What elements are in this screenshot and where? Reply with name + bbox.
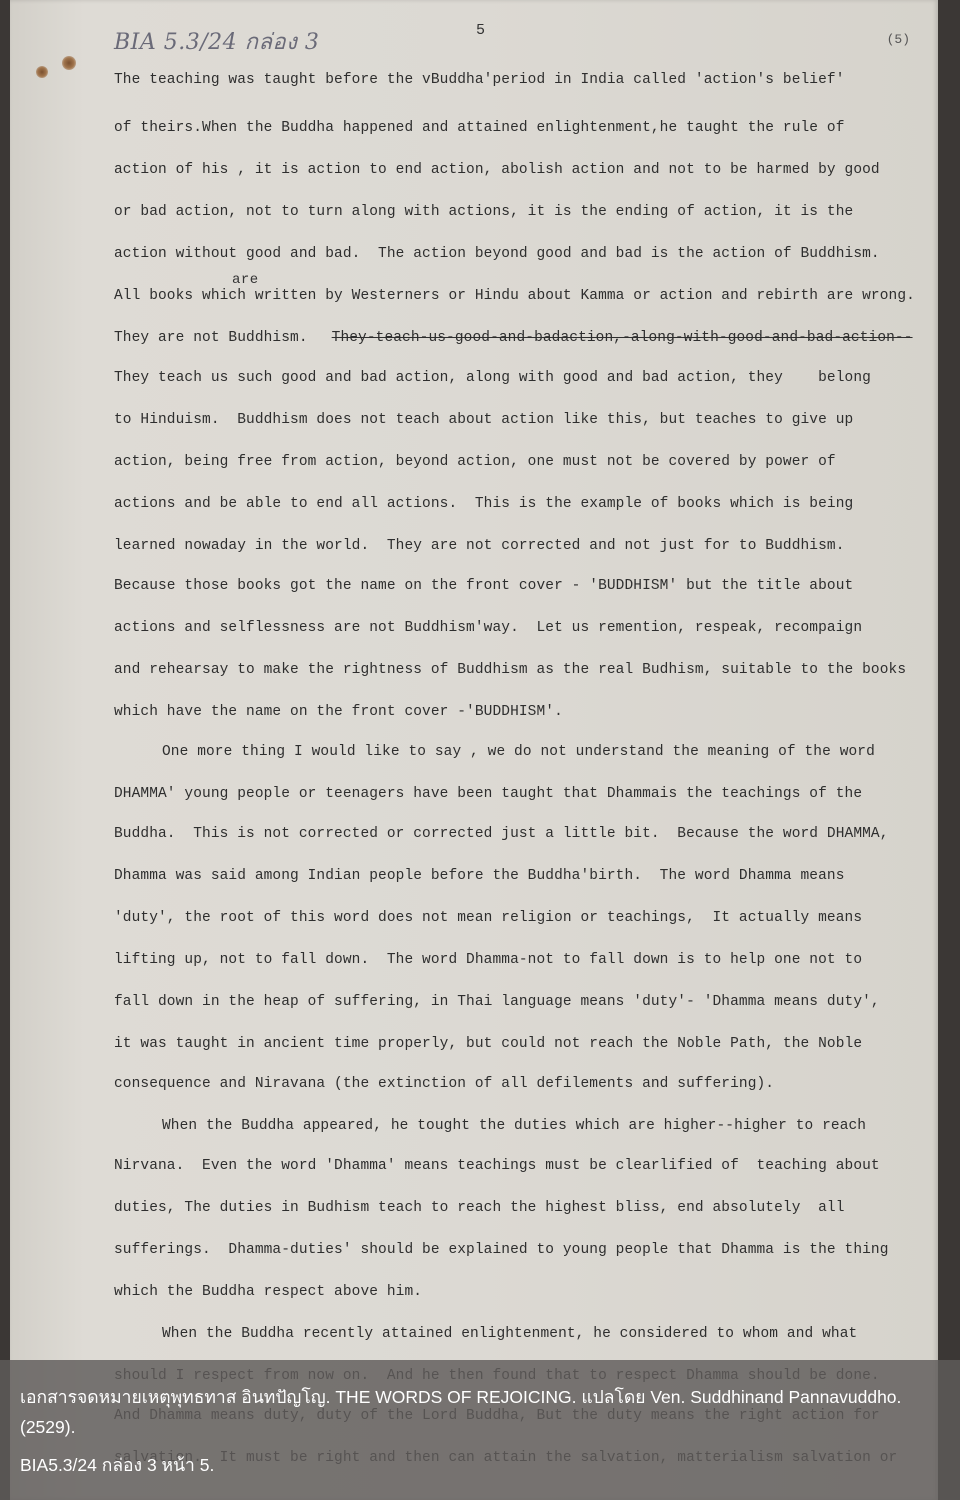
line-text: of theirs.When the Buddha happened and attained enlightenment,he taught the rule of <box>114 120 845 136</box>
line-text: fall down in the heap of suffering, in Thai language means 'duty'- 'Dhamma means duty', <box>114 994 880 1010</box>
line-text: actions and be able to end all actions. This is the example of books which is being <box>114 496 854 512</box>
line-text: Dhamma was said among Indian people before the Buddha'birth. The word Dhamma means <box>114 868 845 884</box>
line-text: They teach us such good and bad action, along with good and bad action, they belong <box>114 370 871 386</box>
line-text: All books which written by Westerners or Hindu about Kamma or action and rebirth are wrong. <box>114 288 915 304</box>
text-line <box>114 1200 845 1216</box>
text-line <box>114 288 915 304</box>
text-line <box>114 162 880 178</box>
text-line <box>114 994 880 1010</box>
text-line <box>114 496 853 512</box>
line-text: lifting up, not to fall down. The word Dhamma-not to fall down is to help one not to <box>114 952 863 968</box>
text-line <box>162 1326 857 1342</box>
text-line <box>114 204 853 220</box>
caption-reference: BIA5.3/24 กล่อง 3 หน้า 5. <box>20 1455 215 1475</box>
text-line <box>114 370 871 386</box>
line-text: When the Buddha recently attained enlightenment, he considered to whom and what <box>162 1326 858 1342</box>
text-line <box>114 72 845 88</box>
line-text: action, being free from action, beyond action, one must not be covered by power of <box>114 454 836 470</box>
archive-caption <box>0 1360 960 1500</box>
text-line <box>114 538 845 554</box>
line-text: The teaching was taught before the vBuddha'period in India called 'action's belief' <box>114 72 845 88</box>
text-line <box>114 826 889 842</box>
line-text: Nirvana. Even the word 'Dhamma' means teachings must be clearlified of teaching about <box>114 1158 880 1174</box>
line-text: DHAMMA' young people or teenagers have been taught that Dhammais the teachings of the <box>114 786 863 802</box>
text-line <box>114 120 845 136</box>
line-text: to Hinduism. Buddhism does not teach about action like this, but teaches to give up <box>114 412 854 428</box>
line-text: They are not Buddhism. <box>114 330 308 346</box>
text-line <box>114 1158 880 1174</box>
line-text: When the Buddha appeared, he tought the duties which are higher--higher to reach <box>162 1118 867 1134</box>
document-page <box>10 0 938 1500</box>
text-line <box>114 868 845 884</box>
text-line <box>114 1036 862 1052</box>
text-line <box>162 1118 866 1134</box>
text-line <box>114 704 563 720</box>
paper-stain <box>62 56 76 70</box>
line-text: action without good and bad. The action beyond good and bad is the action of Buddhism. <box>114 246 880 262</box>
line-text: sufferings. Dhamma-duties' should be explained to young people that Dhamma is the thing <box>114 1242 889 1258</box>
line-text: or bad action, not to turn along with actions, it is the ending of action, it is the <box>114 204 854 220</box>
struck-out-text: They-teach-us-good-and-badaction,-along-with-good-and-bad-action-- <box>331 330 913 346</box>
text-line <box>114 786 862 802</box>
line-text: learned nowaday in the world. They are not corrected and not just for to Buddhism. <box>114 538 845 554</box>
line-text: it was taught in ancient time properly, but could not reach the Noble Path, the Noble <box>114 1036 863 1052</box>
line-text: Because those books got the name on the front cover - 'BUDDHISM' but the title about <box>114 578 854 594</box>
text-line <box>114 910 862 926</box>
text-line <box>114 412 853 428</box>
line-text: One more thing I would like to say , we do not understand the meaning of the word <box>162 744 875 760</box>
text-line <box>114 952 862 968</box>
line-text: actions and selflessness are not Buddhism'way. Let us remention, respeak, recompaign <box>114 620 863 636</box>
line-text: action of his , it is action to end action, abolish action and not to be harmed by good <box>114 162 880 178</box>
line-text: which the Buddha respect above him. <box>114 1284 423 1300</box>
text-line <box>114 620 862 636</box>
corner-page-mark: (5) <box>886 32 910 47</box>
line-text: and rehearsay to make the rightness of Buddhism as the real Budhism, suitable to the books <box>114 662 907 678</box>
text-line <box>114 1242 889 1258</box>
line-text: duties, The duties in Budhism teach to reach the highest bliss, end absolutely all <box>114 1200 845 1216</box>
line-text: Buddha. This is not corrected or corrected just a little bit. Because the word DHAMMA, <box>114 826 889 842</box>
caption-citation: เอกสารจดหมายเหตุพุทธทาส อินทปัญโญ. THE WORDS OF REJOICING. แปลโดย Ven. Suddhinand Pannavuddho. (2529). <box>20 1387 902 1437</box>
handwritten-reference: BIA 5.3/24 กล่อง 3 <box>114 30 320 55</box>
text-line <box>114 578 853 594</box>
page-number: 5 <box>476 22 486 39</box>
text-line <box>162 744 875 760</box>
paper-stain <box>36 66 48 78</box>
text-line <box>114 454 836 470</box>
text-line <box>114 1284 422 1300</box>
handwritten-insert: are <box>232 272 259 288</box>
text-line <box>114 662 906 678</box>
text-line <box>114 246 880 262</box>
line-text: which have the name on the front cover -'BUDDHISM'. <box>114 704 563 720</box>
line-text: 'duty', the root of this word does not mean religion or teachings, It actually means <box>114 910 863 926</box>
text-line <box>114 330 913 346</box>
line-text: consequence and Niravana (the extinction of all defilements and suffering). <box>114 1076 775 1092</box>
text-line <box>114 1076 774 1092</box>
